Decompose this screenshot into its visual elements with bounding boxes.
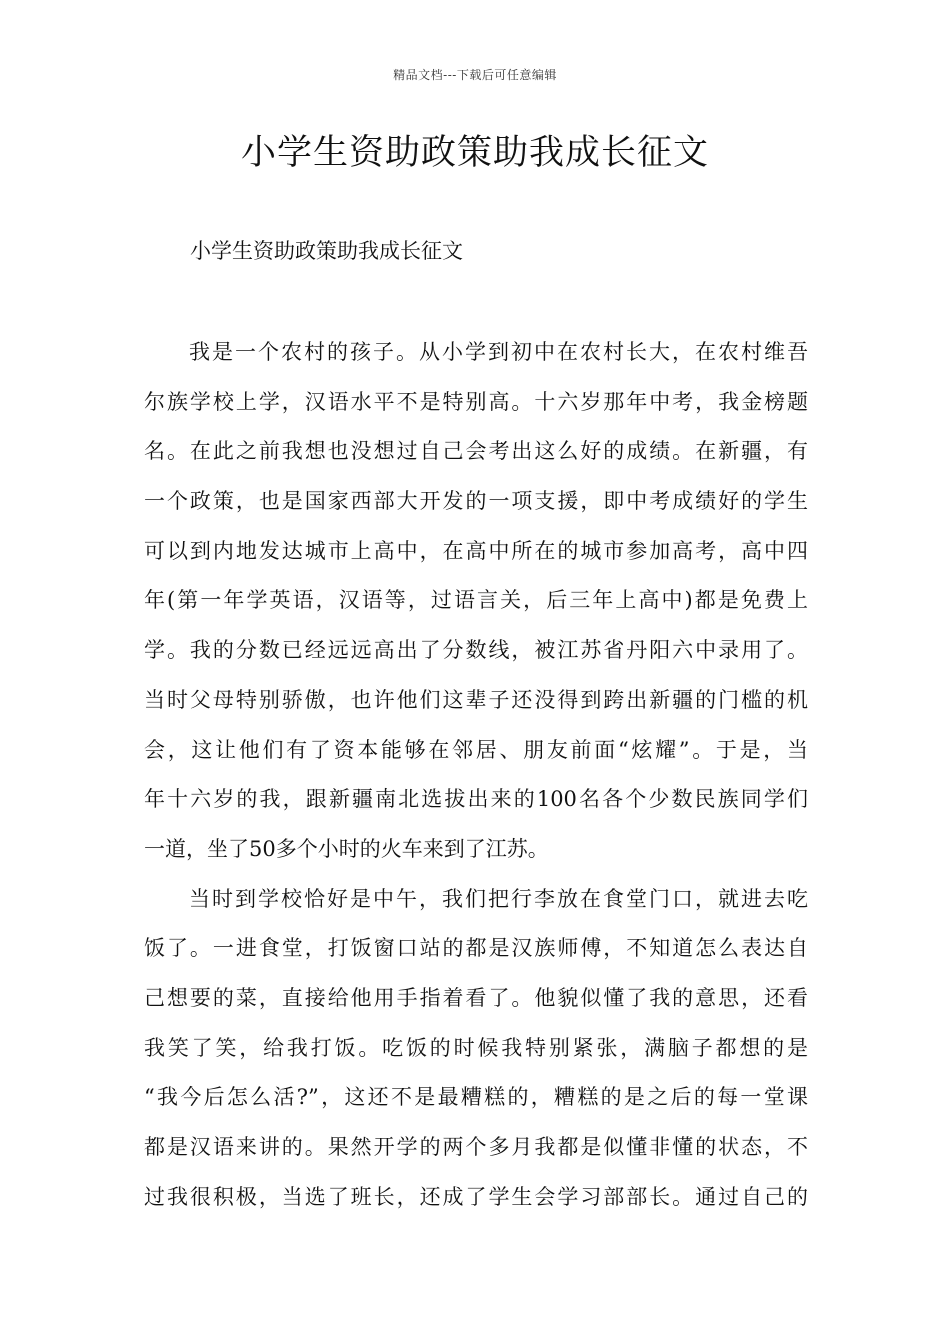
text-line: 一个政策，也是国家西部大开发的一项支援，即中考成绩好的学生 [144,489,808,514]
text-line: 饭了。一进食堂，打饭窗口站的都是汉族师傅，不知道怎么表达自 [144,936,808,961]
text-line: 己想要的菜，直接给他用手指着看了。他貌似懂了我的意思，还看 [144,985,808,1010]
text-line: 可以到内地发达城市上高中，在高中所在的城市参加高考，高中四 [144,538,808,563]
text-line: 当时父母特别骄傲，也许他们这辈子还没得到跨出新疆的门槛的机 [144,687,808,712]
document-subtitle: 小学生资助政策助我成长征文 [190,239,463,263]
text-line: 学。我的分数已经远远高出了分数线，被江苏省丹阳六中录用了。 [144,638,808,663]
text-line: 会，这让他们有了资本能够在邻居、朋友前面“炫耀”。于是，当 [144,737,808,762]
text-line: 我是一个农村的孩子。从小学到初中在农村长大，在农村维吾 [189,340,808,364]
text-line: 过我很积极，当选了班长，还成了学生会学习部部长。通过自己的 [144,1184,808,1209]
text-line: 年十六岁的我，跟新疆南北选拔出来的100名各个少数民族同学们 [144,787,808,812]
text-line: “我今后怎么活?”，这还不是最糟糕的，糟糕的是之后的每一堂课 [144,1085,808,1110]
body-text [144,334,808,1228]
running-header: 精品文档---下载后可任意编辑 [393,68,557,82]
text-line: 都是汉语来讲的。果然开学的两个多月我都是似懂非懂的状态，不 [144,1135,808,1159]
text-line: 年(第一年学英语，汉语等，过语言关，后三年上高中)都是免费上 [144,588,808,613]
text-line: 当时到学校恰好是中午，我们把行李放在食堂门口，就进去吃 [189,886,808,911]
text-line: 一道，坐了50多个小时的火车来到了江苏。 [144,836,549,861]
text-line: 名。在此之前我想也没想过自己会考出这么好的成绩。在新疆，有 [144,439,808,464]
document-title: 小学生资助政策助我成长征文 [240,133,709,173]
text-line: 我笑了笑，给我打饭。吃饭的时候我特别紧张，满脑子都想的是 [144,1035,808,1060]
text-line: 尔族学校上学，汉语水平不是特别高。十六岁那年中考，我金榜题 [144,389,808,414]
